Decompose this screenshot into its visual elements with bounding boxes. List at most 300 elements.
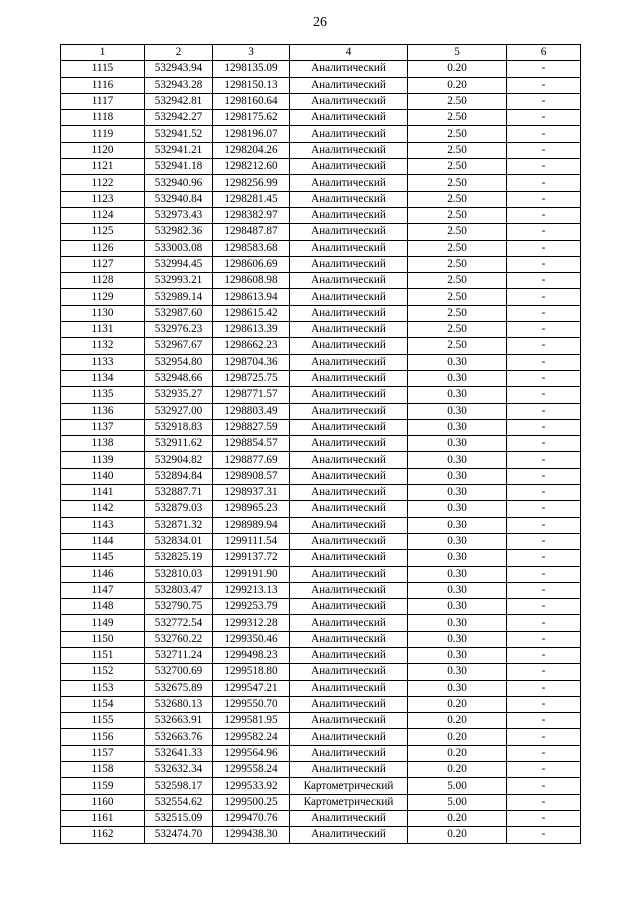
note-cell: - [507, 745, 581, 761]
point-number-cell: 1115 [61, 61, 145, 77]
accuracy-cell: 2.50 [408, 175, 507, 191]
y-coordinate-cell: 1298196.07 [213, 126, 290, 142]
note-cell: - [507, 419, 581, 435]
method-cell: Аналитический [290, 126, 408, 142]
point-number-cell: 1148 [61, 599, 145, 615]
note-cell: - [507, 159, 581, 175]
x-coordinate-cell: 532911.62 [145, 436, 213, 452]
method-cell: Аналитический [290, 468, 408, 484]
note-cell: - [507, 550, 581, 566]
accuracy-cell: 0.30 [408, 680, 507, 696]
point-number-cell: 1133 [61, 354, 145, 370]
table-row [61, 403, 581, 419]
column-header: 1 [61, 45, 145, 61]
method-cell: Аналитический [290, 338, 408, 354]
point-number-cell: 1118 [61, 110, 145, 126]
note-cell: - [507, 322, 581, 338]
method-cell: Аналитический [290, 387, 408, 403]
accuracy-cell: 0.20 [408, 713, 507, 729]
y-coordinate-cell: 1298175.62 [213, 110, 290, 126]
method-cell: Аналитический [290, 810, 408, 826]
table-row [61, 533, 581, 549]
note-cell: - [507, 729, 581, 745]
x-coordinate-cell: 532790.75 [145, 599, 213, 615]
x-coordinate-cell: 532940.96 [145, 175, 213, 191]
note-cell: - [507, 696, 581, 712]
x-coordinate-cell: 532834.01 [145, 533, 213, 549]
y-coordinate-cell: 1299582.24 [213, 729, 290, 745]
table-row [61, 256, 581, 272]
table-row [61, 566, 581, 582]
method-cell: Аналитический [290, 289, 408, 305]
method-cell: Аналитический [290, 696, 408, 712]
accuracy-cell: 0.30 [408, 468, 507, 484]
method-cell: Аналитический [290, 354, 408, 370]
table-row [61, 647, 581, 663]
method-cell: Картометрический [290, 778, 408, 794]
table-row [61, 305, 581, 321]
point-number-cell: 1122 [61, 175, 145, 191]
table-row [61, 338, 581, 354]
x-coordinate-cell: 532904.82 [145, 452, 213, 468]
y-coordinate-cell: 1298135.09 [213, 61, 290, 77]
point-number-cell: 1127 [61, 256, 145, 272]
x-coordinate-cell: 532515.09 [145, 810, 213, 826]
note-cell: - [507, 762, 581, 778]
y-coordinate-cell: 1298803.49 [213, 403, 290, 419]
column-header: 6 [507, 45, 581, 61]
x-coordinate-cell: 532976.23 [145, 322, 213, 338]
y-coordinate-cell: 1298908.57 [213, 468, 290, 484]
point-number-cell: 1138 [61, 436, 145, 452]
x-coordinate-cell: 532803.47 [145, 582, 213, 598]
note-cell: - [507, 680, 581, 696]
table-row [61, 436, 581, 452]
table-row [61, 696, 581, 712]
note-cell: - [507, 77, 581, 93]
x-coordinate-cell: 532810.03 [145, 566, 213, 582]
accuracy-cell: 0.30 [408, 566, 507, 582]
accuracy-cell: 2.50 [408, 159, 507, 175]
method-cell: Аналитический [290, 533, 408, 549]
note-cell: - [507, 664, 581, 680]
method-cell: Аналитический [290, 517, 408, 533]
note-cell: - [507, 533, 581, 549]
table-row [61, 240, 581, 256]
y-coordinate-cell: 1298608.98 [213, 273, 290, 289]
point-number-cell: 1119 [61, 126, 145, 142]
table-row [61, 550, 581, 566]
accuracy-cell: 2.50 [408, 191, 507, 207]
table-row [61, 778, 581, 794]
table-row [61, 468, 581, 484]
accuracy-cell: 0.20 [408, 827, 507, 843]
accuracy-cell: 0.30 [408, 370, 507, 386]
method-cell: Аналитический [290, 680, 408, 696]
table-row [61, 191, 581, 207]
point-number-cell: 1126 [61, 240, 145, 256]
x-coordinate-cell: 532954.80 [145, 354, 213, 370]
accuracy-cell: 0.30 [408, 501, 507, 517]
table-row [61, 77, 581, 93]
x-coordinate-cell: 532987.60 [145, 305, 213, 321]
method-cell: Аналитический [290, 827, 408, 843]
accuracy-cell: 0.30 [408, 631, 507, 647]
point-number-cell: 1160 [61, 794, 145, 810]
note-cell: - [507, 126, 581, 142]
accuracy-cell: 2.50 [408, 224, 507, 240]
note-cell: - [507, 517, 581, 533]
accuracy-cell: 2.50 [408, 256, 507, 272]
point-number-cell: 1156 [61, 729, 145, 745]
table-row [61, 387, 581, 403]
note-cell: - [507, 615, 581, 631]
table-row [61, 680, 581, 696]
y-coordinate-cell: 1299547.21 [213, 680, 290, 696]
y-coordinate-cell: 1298212.60 [213, 159, 290, 175]
point-number-cell: 1159 [61, 778, 145, 794]
note-cell: - [507, 582, 581, 598]
x-coordinate-cell: 532941.21 [145, 142, 213, 158]
point-number-cell: 1130 [61, 305, 145, 321]
x-coordinate-cell: 532675.89 [145, 680, 213, 696]
table-row [61, 713, 581, 729]
table-row [61, 61, 581, 77]
method-cell: Аналитический [290, 61, 408, 77]
x-coordinate-cell: 532680.13 [145, 696, 213, 712]
point-number-cell: 1144 [61, 533, 145, 549]
x-coordinate-cell: 532879.03 [145, 501, 213, 517]
method-cell: Аналитический [290, 762, 408, 778]
x-coordinate-cell: 533003.08 [145, 240, 213, 256]
method-cell: Аналитический [290, 191, 408, 207]
x-coordinate-cell: 532942.81 [145, 93, 213, 109]
y-coordinate-cell: 1299518.80 [213, 664, 290, 680]
accuracy-cell: 0.30 [408, 517, 507, 533]
x-coordinate-cell: 532825.19 [145, 550, 213, 566]
accuracy-cell: 2.50 [408, 289, 507, 305]
accuracy-cell: 0.30 [408, 599, 507, 615]
accuracy-cell: 0.20 [408, 762, 507, 778]
y-coordinate-cell: 1299533.92 [213, 778, 290, 794]
x-coordinate-cell: 532935.27 [145, 387, 213, 403]
y-coordinate-cell: 1298615.42 [213, 305, 290, 321]
note-cell: - [507, 207, 581, 223]
method-cell: Аналитический [290, 207, 408, 223]
method-cell: Аналитический [290, 159, 408, 175]
y-coordinate-cell: 1299137.72 [213, 550, 290, 566]
point-number-cell: 1143 [61, 517, 145, 533]
page-number: 26 [313, 15, 327, 30]
note-cell: - [507, 810, 581, 826]
accuracy-cell: 2.50 [408, 126, 507, 142]
note-cell: - [507, 224, 581, 240]
accuracy-cell: 0.30 [408, 615, 507, 631]
accuracy-cell: 0.20 [408, 61, 507, 77]
method-cell: Аналитический [290, 631, 408, 647]
coordinates-table [60, 44, 581, 844]
table-header-row [61, 45, 581, 61]
note-cell: - [507, 142, 581, 158]
table-row [61, 289, 581, 305]
accuracy-cell: 0.20 [408, 810, 507, 826]
point-number-cell: 1155 [61, 713, 145, 729]
x-coordinate-cell: 532940.84 [145, 191, 213, 207]
x-coordinate-cell: 532598.17 [145, 778, 213, 794]
x-coordinate-cell: 532663.91 [145, 713, 213, 729]
x-coordinate-cell: 532887.71 [145, 485, 213, 501]
table-row [61, 517, 581, 533]
note-cell: - [507, 794, 581, 810]
table-row [61, 810, 581, 826]
accuracy-cell: 2.50 [408, 110, 507, 126]
x-coordinate-cell: 532973.43 [145, 207, 213, 223]
y-coordinate-cell: 1299581.95 [213, 713, 290, 729]
point-number-cell: 1140 [61, 468, 145, 484]
x-coordinate-cell: 532994.45 [145, 256, 213, 272]
x-coordinate-cell: 532942.27 [145, 110, 213, 126]
point-number-cell: 1147 [61, 582, 145, 598]
method-cell: Аналитический [290, 729, 408, 745]
method-cell: Аналитический [290, 615, 408, 631]
note-cell: - [507, 468, 581, 484]
accuracy-cell: 2.50 [408, 93, 507, 109]
point-number-cell: 1153 [61, 680, 145, 696]
table-row [61, 207, 581, 223]
method-cell: Аналитический [290, 745, 408, 761]
method-cell: Аналитический [290, 419, 408, 435]
table-row [61, 599, 581, 615]
note-cell: - [507, 827, 581, 843]
note-cell: - [507, 599, 581, 615]
accuracy-cell: 0.30 [408, 533, 507, 549]
x-coordinate-cell: 532894.84 [145, 468, 213, 484]
accuracy-cell: 5.00 [408, 778, 507, 794]
accuracy-cell: 2.50 [408, 273, 507, 289]
accuracy-cell: 0.30 [408, 664, 507, 680]
table-row [61, 273, 581, 289]
point-number-cell: 1125 [61, 224, 145, 240]
method-cell: Аналитический [290, 370, 408, 386]
method-cell: Аналитический [290, 647, 408, 663]
x-coordinate-cell: 532641.33 [145, 745, 213, 761]
x-coordinate-cell: 532967.67 [145, 338, 213, 354]
point-number-cell: 1152 [61, 664, 145, 680]
y-coordinate-cell: 1298281.45 [213, 191, 290, 207]
point-number-cell: 1161 [61, 810, 145, 826]
table-row [61, 582, 581, 598]
point-number-cell: 1135 [61, 387, 145, 403]
y-coordinate-cell: 1298854.57 [213, 436, 290, 452]
accuracy-cell: 0.20 [408, 696, 507, 712]
point-number-cell: 1131 [61, 322, 145, 338]
point-number-cell: 1129 [61, 289, 145, 305]
point-number-cell: 1158 [61, 762, 145, 778]
method-cell: Аналитический [290, 713, 408, 729]
table-row [61, 729, 581, 745]
y-coordinate-cell: 1299564.96 [213, 745, 290, 761]
note-cell: - [507, 289, 581, 305]
accuracy-cell: 2.50 [408, 322, 507, 338]
accuracy-cell: 2.50 [408, 207, 507, 223]
method-cell: Аналитический [290, 273, 408, 289]
point-number-cell: 1123 [61, 191, 145, 207]
y-coordinate-cell: 1299312.28 [213, 615, 290, 631]
accuracy-cell: 0.30 [408, 485, 507, 501]
table-row [61, 354, 581, 370]
method-cell: Аналитический [290, 77, 408, 93]
x-coordinate-cell: 532871.32 [145, 517, 213, 533]
y-coordinate-cell: 1298771.57 [213, 387, 290, 403]
accuracy-cell: 0.30 [408, 550, 507, 566]
point-number-cell: 1117 [61, 93, 145, 109]
note-cell: - [507, 240, 581, 256]
y-coordinate-cell: 1298965.23 [213, 501, 290, 517]
point-number-cell: 1162 [61, 827, 145, 843]
table-row [61, 370, 581, 386]
table-row [61, 159, 581, 175]
table-row [61, 224, 581, 240]
table-row [61, 794, 581, 810]
x-coordinate-cell: 532663.76 [145, 729, 213, 745]
point-number-cell: 1137 [61, 419, 145, 435]
accuracy-cell: 0.30 [408, 582, 507, 598]
note-cell: - [507, 452, 581, 468]
x-coordinate-cell: 532772.54 [145, 615, 213, 631]
y-coordinate-cell: 1299350.46 [213, 631, 290, 647]
y-coordinate-cell: 1298827.59 [213, 419, 290, 435]
table-row [61, 615, 581, 631]
accuracy-cell: 2.50 [408, 240, 507, 256]
y-coordinate-cell: 1299498.23 [213, 647, 290, 663]
y-coordinate-cell: 1298150.13 [213, 77, 290, 93]
column-header: 3 [213, 45, 290, 61]
note-cell: - [507, 566, 581, 582]
method-cell: Аналитический [290, 305, 408, 321]
point-number-cell: 1116 [61, 77, 145, 93]
method-cell: Аналитический [290, 485, 408, 501]
method-cell: Аналитический [290, 452, 408, 468]
y-coordinate-cell: 1298204.26 [213, 142, 290, 158]
y-coordinate-cell: 1299500.25 [213, 794, 290, 810]
note-cell: - [507, 61, 581, 77]
table-row [61, 452, 581, 468]
x-coordinate-cell: 532948.66 [145, 370, 213, 386]
table-row [61, 93, 581, 109]
y-coordinate-cell: 1298382.97 [213, 207, 290, 223]
note-cell: - [507, 370, 581, 386]
method-cell: Аналитический [290, 582, 408, 598]
point-number-cell: 1124 [61, 207, 145, 223]
point-number-cell: 1142 [61, 501, 145, 517]
method-cell: Аналитический [290, 110, 408, 126]
point-number-cell: 1128 [61, 273, 145, 289]
note-cell: - [507, 501, 581, 517]
point-number-cell: 1141 [61, 485, 145, 501]
point-number-cell: 1157 [61, 745, 145, 761]
y-coordinate-cell: 1298256.99 [213, 175, 290, 191]
x-coordinate-cell: 532993.21 [145, 273, 213, 289]
x-coordinate-cell: 532474.70 [145, 827, 213, 843]
note-cell: - [507, 191, 581, 207]
accuracy-cell: 0.30 [408, 419, 507, 435]
y-coordinate-cell: 1299111.54 [213, 533, 290, 549]
table-row [61, 142, 581, 158]
note-cell: - [507, 93, 581, 109]
note-cell: - [507, 354, 581, 370]
column-header: 2 [145, 45, 213, 61]
note-cell: - [507, 631, 581, 647]
point-number-cell: 1150 [61, 631, 145, 647]
table-row [61, 110, 581, 126]
method-cell: Аналитический [290, 550, 408, 566]
y-coordinate-cell: 1299213.13 [213, 582, 290, 598]
note-cell: - [507, 713, 581, 729]
accuracy-cell: 0.30 [408, 403, 507, 419]
accuracy-cell: 0.30 [408, 452, 507, 468]
y-coordinate-cell: 1298583.68 [213, 240, 290, 256]
note-cell: - [507, 485, 581, 501]
accuracy-cell: 0.30 [408, 647, 507, 663]
table-row [61, 631, 581, 647]
y-coordinate-cell: 1299550.70 [213, 696, 290, 712]
y-coordinate-cell: 1299191.90 [213, 566, 290, 582]
table-row [61, 485, 581, 501]
accuracy-cell: 2.50 [408, 142, 507, 158]
x-coordinate-cell: 532943.94 [145, 61, 213, 77]
method-cell: Аналитический [290, 566, 408, 582]
note-cell: - [507, 273, 581, 289]
note-cell: - [507, 436, 581, 452]
y-coordinate-cell: 1298606.69 [213, 256, 290, 272]
y-coordinate-cell: 1299438.30 [213, 827, 290, 843]
x-coordinate-cell: 532989.14 [145, 289, 213, 305]
x-coordinate-cell: 532554.62 [145, 794, 213, 810]
x-coordinate-cell: 532711.24 [145, 647, 213, 663]
note-cell: - [507, 338, 581, 354]
y-coordinate-cell: 1298877.69 [213, 452, 290, 468]
x-coordinate-cell: 532941.18 [145, 159, 213, 175]
point-number-cell: 1121 [61, 159, 145, 175]
x-coordinate-cell: 532982.36 [145, 224, 213, 240]
x-coordinate-cell: 532927.00 [145, 403, 213, 419]
x-coordinate-cell: 532941.52 [145, 126, 213, 142]
point-number-cell: 1136 [61, 403, 145, 419]
point-number-cell: 1145 [61, 550, 145, 566]
x-coordinate-cell: 532918.83 [145, 419, 213, 435]
point-number-cell: 1120 [61, 142, 145, 158]
note-cell: - [507, 403, 581, 419]
x-coordinate-cell: 532943.28 [145, 77, 213, 93]
accuracy-cell: 0.30 [408, 354, 507, 370]
method-cell: Картометрический [290, 794, 408, 810]
y-coordinate-cell: 1298613.94 [213, 289, 290, 305]
accuracy-cell: 0.20 [408, 77, 507, 93]
method-cell: Аналитический [290, 403, 408, 419]
note-cell: - [507, 175, 581, 191]
point-number-cell: 1151 [61, 647, 145, 663]
note-cell: - [507, 305, 581, 321]
y-coordinate-cell: 1299253.79 [213, 599, 290, 615]
accuracy-cell: 2.50 [408, 338, 507, 354]
y-coordinate-cell: 1298662.23 [213, 338, 290, 354]
y-coordinate-cell: 1298937.31 [213, 485, 290, 501]
column-header: 4 [290, 45, 408, 61]
table-row [61, 762, 581, 778]
method-cell: Аналитический [290, 224, 408, 240]
accuracy-cell: 5.00 [408, 794, 507, 810]
point-number-cell: 1149 [61, 615, 145, 631]
